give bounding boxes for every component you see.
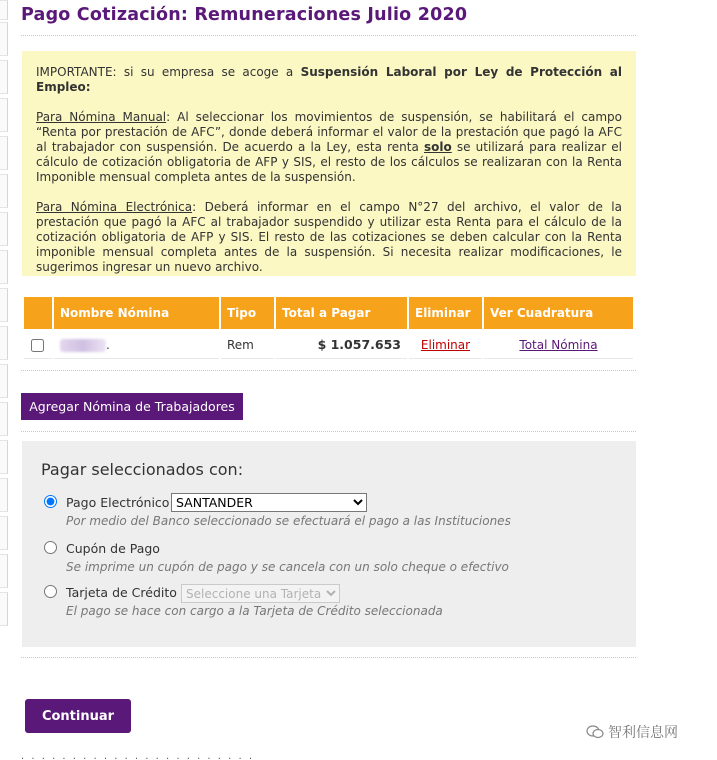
- delete-link[interactable]: Eliminar: [420, 337, 471, 352]
- payroll-table: [22, 297, 635, 359]
- notice-intro-label: IMPORTANTE:: [36, 65, 117, 79]
- suspension-notice: [22, 51, 636, 276]
- desc-electronic: Por medio del Banco seleccionado se efectuará el pago a las Instituciones: [66, 514, 511, 528]
- watermark: [586, 722, 678, 742]
- label-credit-card: Tarjeta de Crédito: [66, 585, 177, 600]
- watermark-text: 智利信息网: [608, 725, 678, 741]
- label-electronic: Pago Electrónico: [66, 495, 170, 510]
- payment-panel: [22, 441, 636, 647]
- table-row: [24, 331, 633, 359]
- divider: [21, 431, 636, 432]
- notice-manual-text-1: : Al seleccionar los movimientos de suspensión, se habilitará el campo “Renta por prestación de AFC”, donde deberá informar el valor de la prestación que pagó la AFC al trabajador con suspensión. De acuerdo a la Ley, esta renta: [36, 110, 622, 154]
- notice-intro: [36, 65, 622, 95]
- payment-title: Pagar seleccionados con:: [41, 460, 244, 479]
- row-name-cell: [54, 331, 219, 359]
- notice-manual-heading: Para Nómina Manual: [36, 110, 167, 124]
- desc-credit-card: El pago se hace con cargo a la Tarjeta de Crédito seleccionada: [66, 604, 443, 618]
- notice-intro-bold: Suspensión Laboral por Ley de Protección al Empleo:: [36, 65, 622, 94]
- wechat-icon: [586, 725, 604, 739]
- header-nombre-nomina: Nombre Nómina: [54, 297, 219, 331]
- notice-electronic-heading: Para Nómina Electrónica: [36, 200, 193, 214]
- notice-manual-emph: solo: [423, 140, 452, 154]
- add-payroll-button[interactable]: Agregar Nómina de Trabajadores: [21, 393, 243, 420]
- radio-electronic[interactable]: [44, 495, 57, 508]
- row-view-cell: [484, 331, 633, 359]
- header-ver-cuadratura: Ver Cuadratura: [484, 297, 633, 331]
- header-select: [24, 297, 52, 331]
- row-select-cell: [24, 331, 52, 359]
- label-coupon: Cupón de Pago: [66, 541, 160, 556]
- header-tipo: Tipo: [221, 297, 274, 331]
- divider: [21, 657, 636, 658]
- radio-coupon[interactable]: [44, 541, 57, 554]
- row-name-suffix: .: [106, 337, 110, 352]
- notice-manual-text-2: se utilizará para realizar el cálculo de cotización obligatoria de AFP y SIS, el resto de los cálculos se realizaran con la Renta Imponible mensual completa antes de la suspensión.: [36, 140, 623, 184]
- row-select-checkbox[interactable]: [31, 339, 44, 352]
- left-rail: [0, 0, 7, 760]
- redacted-name: [60, 339, 106, 352]
- table-header-row: [24, 297, 633, 331]
- row-type: Rem: [221, 331, 274, 359]
- row-total: $ 1.057.653: [276, 331, 407, 359]
- radio-credit-card[interactable]: [44, 585, 57, 598]
- bank-select[interactable]: [171, 493, 367, 512]
- header-total-pagar: Total a Pagar: [276, 297, 407, 331]
- notice-intro-text: si su empresa se acoge a: [116, 65, 301, 79]
- cut-off-footer: · · · · · · · · · · · · · · · · · · · · · · ·: [21, 754, 255, 760]
- notice-electronic-text: : Deberá informar en el campo N°27 del archivo, el valor de la prestación que pagó la AFC al trabajador suspendido y utilizar esta Renta para el cálculo de la cotización obligatoria de AFP y SIS. El resto de las cotizaciones se deben calcular con la Renta imponible mensual completa antes de la suspensión. Si necesita realizar modificaciones, le sugerimos ingresar un nuevo archivo.: [36, 200, 622, 274]
- continue-button[interactable]: Continuar: [25, 699, 131, 733]
- row-delete-cell: [409, 331, 482, 359]
- divider: [21, 370, 636, 371]
- header-eliminar: Eliminar: [409, 297, 482, 331]
- card-select[interactable]: [181, 584, 340, 603]
- notice-manual: [36, 110, 622, 185]
- page-title: Pago Cotización: Remuneraciones Julio 2020: [21, 5, 468, 25]
- total-nomina-link[interactable]: Total Nómina: [519, 337, 598, 352]
- title-divider: [21, 35, 636, 36]
- notice-electronic: [36, 200, 622, 275]
- desc-coupon: Se imprime un cupón de pago y se cancela con un solo cheque o efectivo: [66, 560, 509, 574]
